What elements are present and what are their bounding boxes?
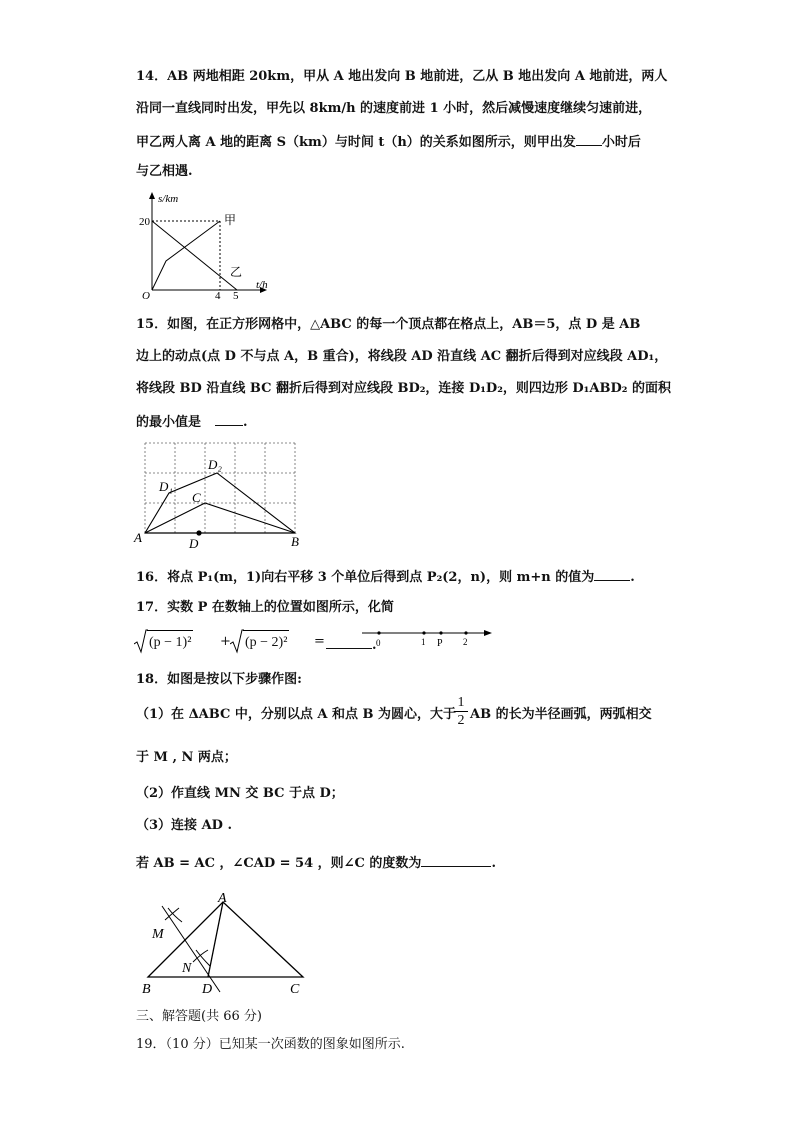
label-D2: D₂ [208,457,222,472]
tick-0 [377,631,380,634]
tick-label-2: 2 [463,637,468,647]
q14-answer-blank [576,132,602,146]
plus-sign: + [220,634,231,649]
tick-label-1: 1 [421,637,426,647]
q14-line-1: 14．AB 两地相距 20km，甲从 A 地出发向 B 地前进，乙从 B 地出发向 A 地前进，两人 [136,69,668,84]
fraction-numerator: 1 [457,695,465,710]
y-tick-20: 20 [139,216,150,228]
arc-N-2 [196,950,210,966]
q15-answer-blank [215,412,243,426]
point-label-P: P [437,638,443,649]
q18-condition-end: . [491,856,496,871]
x-tick-4: 4 [215,290,221,302]
x-axis-label: t/h [256,279,268,291]
triangle-ABC [148,902,303,977]
q17-line-1: 17．实数 P 在数轴上的位置如图所示，化简 [136,600,394,615]
label-B: B [142,982,151,997]
section-3-heading: 三、解答题(共 66 分) [136,1009,262,1024]
number-line-arrow [484,630,492,636]
sqrt-sign-2 [230,628,244,654]
q18-step-3: （3）连接 AD . [136,818,232,833]
radicand-1: (p − 1)² [149,635,192,650]
label-yi: 乙 [230,265,243,279]
point-D [196,530,201,535]
fraction-one-half [454,694,468,729]
q14-line-3-after: 小时后 [601,135,641,150]
q15-grid-figure [132,440,307,550]
q16-line [136,567,635,587]
q14-line-3 [136,132,641,152]
q18-step-1-a: （1）在 ΔABC 中，分别以点 A 和点 B 为圆心，大于 [136,707,457,722]
line-jia [152,221,220,290]
q15-line-1: 15．如图，在正方形网格中，△ABC 的每一个顶点都在格点上，AB＝5，点 D 是 AB [136,317,641,332]
fraction-denominator: 2 [454,711,468,729]
q18-line-1: 18．如图是按以下步骤作图: [136,672,302,687]
x-tick-5: 5 [233,290,239,302]
label-D: D [189,536,199,550]
q15-line-4-text: 的最小值是 [136,415,202,430]
tick-1 [422,631,425,634]
label-M: M [152,927,164,942]
q18-condition [136,853,496,873]
q14-line-4: 与乙相遇. [136,164,193,179]
q16-end: . [630,570,635,585]
label-C: C [290,982,300,997]
q18-step-1-c: 于 M , N 两点； [136,750,237,765]
q18-step-1-b: AB 的长为半径画弧，两弧相交 [470,707,652,722]
q18-step-2: （2）作直线 MN 交 BC 于点 D； [136,786,344,801]
q16-text: 16．将点 P₁(m，1)向右平移 3 个单位后得到点 P₂(2，n)，则 m+n 的值为 [136,570,595,585]
q18-answer-blank [421,853,491,867]
label-D: D [202,982,213,997]
q15-line-4 [136,412,248,432]
y-axis-label: s/km [158,193,179,205]
q15-line-4-end: . [243,415,248,430]
q18-condition-text: 若 AB = AC ，∠CAD = 54 ，则∠C 的度数为 [136,856,422,871]
radicand-2: (p − 2)² [245,635,288,650]
label-jia: 甲 [224,213,237,227]
q15-line-2: 边上的动点(点 D 不与点 A，B 重合)，将线段 AD 沿直线 AC 翻折后得到对应线段 AD₁， [136,349,668,364]
label-C: C [192,490,201,505]
label-A: A [218,891,227,906]
label-D1: D₁ [159,479,173,494]
line-yi [152,221,237,290]
q18-triangle-figure [138,890,313,1000]
label-A: A [134,530,142,545]
equals-sign: = [314,634,325,649]
point-P [439,631,442,634]
origin-label: O [142,290,150,302]
q17-end: . [372,638,377,653]
q17-number-line [358,624,498,650]
y-axis-arrow [149,192,155,199]
label-N: N [182,961,192,976]
q14-line-2: 沿同一直线同时出发，甲先以 8km/h 的速度前进 1 小时，然后减慢速度继续匀速前进， [136,101,652,116]
q19-line: 19．（10 分）已知某一次函数的图象如图所示. [136,1037,405,1052]
q14-distance-time-graph [138,188,288,303]
label-B: B [291,534,299,549]
q16-answer-blank [594,567,630,581]
line-MN [162,906,220,992]
q14-line-3-text: 甲乙两人离 A 地的距离 S（km）与时间 t（h）的关系如图所示，则甲出发 [136,135,576,150]
triangle-ABC-sides [145,503,295,533]
q17-expression [134,628,354,658]
sqrt-sign-1 [134,628,148,654]
q15-line-3: 将线段 BD 沿直线 BC 翻折后得到对应线段 BD₂，连接 D₁D₂，则四边形 D₁ABD₂ 的面积 [136,381,671,396]
tick-label-0: 0 [376,638,381,648]
tick-2 [464,631,467,634]
